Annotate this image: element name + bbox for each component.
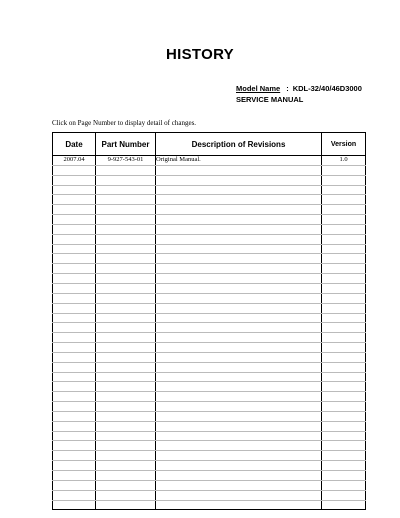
empty-cell [96, 500, 156, 510]
empty-cell [322, 431, 366, 441]
empty-cell [96, 293, 156, 303]
empty-cell [53, 461, 96, 471]
table-row-empty [53, 461, 366, 471]
table-row-empty [53, 323, 366, 333]
empty-cell [96, 461, 156, 471]
empty-cell [53, 205, 96, 215]
empty-cell [96, 215, 156, 225]
empty-cell [322, 254, 366, 264]
empty-cell [53, 500, 96, 510]
revision-history-table [52, 132, 366, 510]
empty-cell [96, 431, 156, 441]
empty-cell [322, 471, 366, 481]
empty-cell [96, 392, 156, 402]
model-name-separator: : [286, 84, 289, 93]
table-row-empty [53, 471, 366, 481]
empty-cell [156, 451, 322, 461]
table-row-empty [53, 205, 366, 215]
column-header-version: Version [322, 133, 366, 156]
empty-cell [156, 362, 322, 372]
empty-cell [96, 382, 156, 392]
table-row-empty [53, 234, 366, 244]
empty-cell [322, 323, 366, 333]
empty-cell [156, 224, 322, 234]
empty-cell [156, 461, 322, 471]
empty-cell [156, 264, 322, 274]
table-row-empty [53, 254, 366, 264]
empty-cell [322, 234, 366, 244]
empty-cell [156, 303, 322, 313]
table-row-empty [53, 274, 366, 284]
empty-cell [53, 264, 96, 274]
empty-cell [53, 402, 96, 412]
table-row-empty [53, 303, 366, 313]
empty-cell [156, 283, 322, 293]
empty-cell [322, 333, 366, 343]
table-row-empty [53, 480, 366, 490]
empty-cell [322, 411, 366, 421]
table-row-empty [53, 313, 366, 323]
empty-cell [322, 313, 366, 323]
empty-cell [96, 421, 156, 431]
cell-date: 2007.04 [53, 156, 96, 166]
empty-cell [322, 480, 366, 490]
empty-cell [156, 480, 322, 490]
empty-cell [322, 215, 366, 225]
empty-cell [96, 343, 156, 353]
empty-cell [53, 392, 96, 402]
empty-cell [53, 411, 96, 421]
table-row-empty [53, 195, 366, 205]
empty-cell [53, 323, 96, 333]
table-row-empty [53, 293, 366, 303]
empty-cell [156, 274, 322, 284]
empty-cell [96, 224, 156, 234]
empty-cell [96, 205, 156, 215]
table-row-empty [53, 264, 366, 274]
empty-cell [156, 372, 322, 382]
empty-cell [96, 323, 156, 333]
empty-cell [322, 274, 366, 284]
table-row [53, 156, 366, 166]
empty-cell [53, 195, 96, 205]
manual-type: SERVICE MANUAL [236, 95, 304, 104]
empty-cell [322, 441, 366, 451]
empty-cell [156, 382, 322, 392]
empty-cell [53, 165, 96, 175]
table-body [53, 156, 366, 510]
table-row-empty [53, 224, 366, 234]
table-row-empty [53, 283, 366, 293]
cell-description: Original Manual. [156, 156, 322, 166]
empty-cell [53, 303, 96, 313]
empty-cell [156, 471, 322, 481]
empty-cell [156, 490, 322, 500]
empty-cell [322, 165, 366, 175]
empty-cell [322, 372, 366, 382]
empty-cell [156, 165, 322, 175]
empty-cell [53, 283, 96, 293]
empty-cell [96, 175, 156, 185]
empty-cell [96, 274, 156, 284]
empty-cell [156, 234, 322, 244]
empty-cell [156, 441, 322, 451]
empty-cell [156, 402, 322, 412]
empty-cell [96, 195, 156, 205]
table-row-empty [53, 490, 366, 500]
empty-cell [156, 500, 322, 510]
column-header-part-number: Part Number [96, 133, 156, 156]
empty-cell [322, 392, 366, 402]
column-header-date: Date [53, 133, 96, 156]
empty-cell [53, 421, 96, 431]
empty-cell [322, 303, 366, 313]
empty-cell [322, 343, 366, 353]
table-row-empty [53, 343, 366, 353]
table-row-empty [53, 500, 366, 510]
empty-cell [322, 500, 366, 510]
empty-cell [96, 244, 156, 254]
empty-cell [322, 185, 366, 195]
table-row-empty [53, 441, 366, 451]
empty-cell [96, 451, 156, 461]
cell-part-number[interactable]: 9-927-543-01 [96, 156, 156, 166]
table-row-empty [53, 175, 366, 185]
table-row-empty [53, 421, 366, 431]
empty-cell [96, 471, 156, 481]
table-row-empty [53, 215, 366, 225]
table-row-empty [53, 382, 366, 392]
empty-cell [53, 451, 96, 461]
table-row-empty [53, 372, 366, 382]
empty-cell [322, 195, 366, 205]
empty-cell [53, 244, 96, 254]
empty-cell [53, 343, 96, 353]
empty-cell [53, 471, 96, 481]
empty-cell [96, 490, 156, 500]
empty-cell [96, 480, 156, 490]
empty-cell [53, 274, 96, 284]
empty-cell [322, 352, 366, 362]
empty-cell [53, 175, 96, 185]
table-row-empty [53, 333, 366, 343]
empty-cell [156, 333, 322, 343]
empty-cell [96, 165, 156, 175]
empty-cell [96, 402, 156, 412]
empty-cell [322, 382, 366, 392]
empty-cell [53, 382, 96, 392]
empty-cell [156, 205, 322, 215]
empty-cell [322, 205, 366, 215]
empty-cell [322, 293, 366, 303]
empty-cell [156, 343, 322, 353]
table-row-empty [53, 244, 366, 254]
empty-cell [96, 313, 156, 323]
empty-cell [53, 441, 96, 451]
empty-cell [96, 411, 156, 421]
table-row-empty [53, 431, 366, 441]
empty-cell [96, 254, 156, 264]
empty-cell [156, 421, 322, 431]
empty-cell [156, 313, 322, 323]
model-name-line [236, 84, 362, 93]
empty-cell [96, 441, 156, 451]
model-name-label: Model Name [236, 84, 281, 93]
empty-cell [96, 372, 156, 382]
empty-cell [53, 254, 96, 264]
empty-cell [96, 352, 156, 362]
empty-cell [96, 264, 156, 274]
instruction-text: Click on Page Number to display detail of changes. [52, 119, 197, 127]
empty-cell [322, 362, 366, 372]
empty-cell [322, 421, 366, 431]
table-row-empty [53, 362, 366, 372]
empty-cell [53, 480, 96, 490]
table-row-empty [53, 411, 366, 421]
table-row-empty [53, 451, 366, 461]
empty-cell [322, 175, 366, 185]
table-row-empty [53, 402, 366, 412]
empty-cell [156, 352, 322, 362]
empty-cell [53, 224, 96, 234]
empty-cell [53, 431, 96, 441]
empty-cell [53, 333, 96, 343]
empty-cell [53, 215, 96, 225]
empty-cell [53, 362, 96, 372]
empty-cell [53, 372, 96, 382]
model-name-value: KDL-32/40/46D3000 [292, 84, 362, 93]
empty-cell [156, 293, 322, 303]
empty-cell [322, 461, 366, 471]
empty-cell [156, 411, 322, 421]
empty-cell [53, 490, 96, 500]
table-row-empty [53, 185, 366, 195]
table-row-empty [53, 392, 366, 402]
empty-cell [156, 323, 322, 333]
empty-cell [156, 254, 322, 264]
empty-cell [96, 234, 156, 244]
empty-cell [156, 431, 322, 441]
empty-cell [156, 185, 322, 195]
cell-version: 1.0 [322, 156, 366, 166]
table-header-row [53, 133, 366, 156]
column-header-description: Description of Revisions [156, 133, 322, 156]
empty-cell [96, 362, 156, 372]
empty-cell [53, 352, 96, 362]
empty-cell [322, 402, 366, 412]
empty-cell [322, 244, 366, 254]
empty-cell [156, 195, 322, 205]
table-row-empty [53, 165, 366, 175]
empty-cell [156, 392, 322, 402]
empty-cell [322, 264, 366, 274]
empty-cell [53, 185, 96, 195]
empty-cell [53, 313, 96, 323]
empty-cell [96, 303, 156, 313]
empty-cell [156, 215, 322, 225]
empty-cell [322, 451, 366, 461]
empty-cell [53, 293, 96, 303]
empty-cell [156, 175, 322, 185]
empty-cell [96, 333, 156, 343]
empty-cell [322, 224, 366, 234]
empty-cell [322, 283, 366, 293]
empty-cell [96, 283, 156, 293]
empty-cell [322, 490, 366, 500]
empty-cell [96, 185, 156, 195]
page-title: HISTORY [166, 46, 234, 63]
table-row-empty [53, 352, 366, 362]
empty-cell [156, 244, 322, 254]
empty-cell [53, 234, 96, 244]
